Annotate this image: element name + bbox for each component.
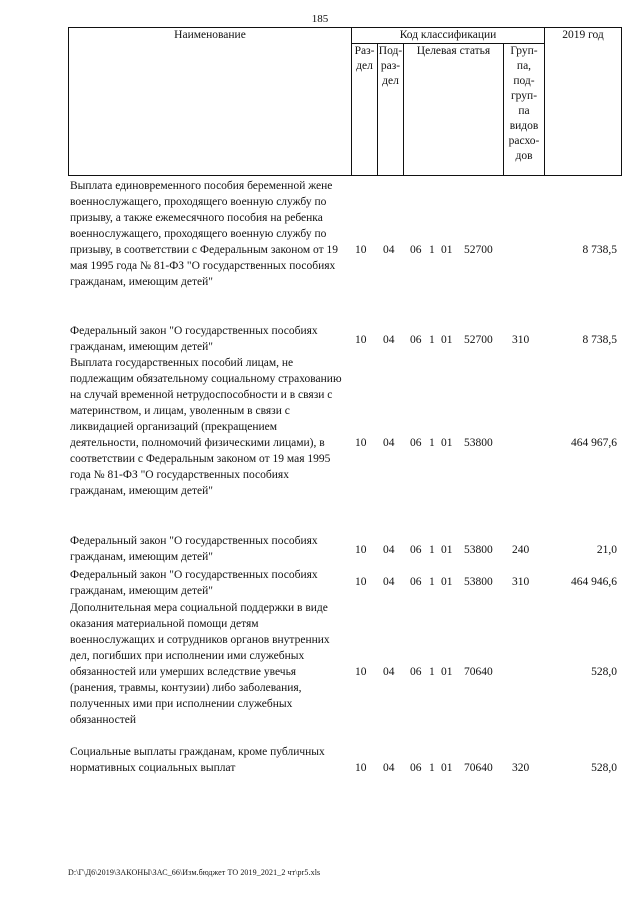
code-section: 10 xyxy=(355,762,367,774)
code-target-4: 53800 xyxy=(464,437,493,449)
row-name: Социальные выплаты гражданам, кроме публичных нормативных социальных выплат xyxy=(70,746,325,774)
code-target-1: 06 xyxy=(410,437,422,449)
code-subsection: 04 xyxy=(383,544,395,556)
row-name: Выплата государственных пособий лицам, не подлежащим обязательному социальному страхованию на случай временной нетрудоспособности и в связи с материнством, и лицам, уволенным в связи с ликвидацией организаций (прекращением деятельности, полномочий физическими лицами), в соответствии с Федеральным законом от 19 мая 1995 года № 81-ФЗ "О государственных пособиях гражданам, имеющим детей" xyxy=(70,357,342,497)
code-target-1: 06 xyxy=(410,334,422,346)
row-amount: 528,0 xyxy=(591,762,617,774)
code-group: 320 xyxy=(512,762,530,774)
row-amount: 464 967,6 xyxy=(571,437,617,449)
row-name: Федеральный закон "О государственных пособиях гражданам, имеющим детей" xyxy=(70,535,318,563)
code-target-3: 01 xyxy=(441,334,453,346)
row-name: Выплата единовременного пособия беременной жене военнослужащего, проходящего военную службу по призыву, а также ежемесячного пособия на ребенка военнослужащего, проходящего военную службу по призыву, в соответствии с Федеральным законом от 19 мая 1995 года № 81-ФЗ "О государственных пособиях гражданам, имеющим детей" xyxy=(70,180,339,288)
header-classification: Код классификации xyxy=(352,28,545,44)
code-subsection: 04 xyxy=(383,244,395,256)
row-amount: 8 738,5 xyxy=(582,334,617,346)
code-section: 10 xyxy=(355,437,367,449)
code-target-4: 52700 xyxy=(464,244,493,256)
code-target-3: 01 xyxy=(441,762,453,774)
code-target-1: 06 xyxy=(410,544,422,556)
code-target-4: 52700 xyxy=(464,334,493,346)
code-target-4: 53800 xyxy=(464,544,493,556)
code-group: 310 xyxy=(512,576,530,588)
code-target-2: 1 xyxy=(429,762,435,774)
code-group: 240 xyxy=(512,544,530,556)
code-target-4: 70640 xyxy=(464,666,493,678)
code-subsection: 04 xyxy=(383,437,395,449)
code-target-1: 06 xyxy=(410,762,422,774)
code-target-4: 70640 xyxy=(464,762,493,774)
row-amount: 528,0 xyxy=(591,666,617,678)
page-number: 185 xyxy=(311,13,329,25)
header-group: Груп- па, под- груп- па видов расхо- дов xyxy=(504,44,545,176)
code-target-1: 06 xyxy=(410,666,422,678)
header-subsection: Под- раз- дел xyxy=(378,44,404,176)
code-target-2: 1 xyxy=(429,666,435,678)
header-section: Раз- дел xyxy=(352,44,378,176)
row-amount: 8 738,5 xyxy=(582,244,617,256)
code-subsection: 04 xyxy=(383,762,395,774)
row-name: Дополнительная мера социальной поддержки в виде оказания материальной помощи детям военнослужащих и сотрудников органов внутренних дел, погибших при исполнении ими служебных обязанностей или умерших вследствие увечья (ранения, травмы, контузии) либо заболевания, полученных ими при исполнении служебных обязанностей xyxy=(70,602,330,726)
code-target-3: 01 xyxy=(441,666,453,678)
header-name: Наименование xyxy=(69,28,352,176)
code-target-2: 1 xyxy=(429,437,435,449)
code-target-2: 1 xyxy=(429,334,435,346)
row-amount: 464 946,6 xyxy=(571,576,617,588)
code-group: 310 xyxy=(512,334,530,346)
row-amount: 21,0 xyxy=(596,544,617,556)
code-target-3: 01 xyxy=(441,576,453,588)
footer-file-path: D:\Г\Д6\2019\ЗАКОНЫ\ЗАС_66\Изм.бюджет ТО 2019_2021_2 чт\pr5.xls xyxy=(68,868,321,877)
code-target-3: 01 xyxy=(441,437,453,449)
code-target-2: 1 xyxy=(429,244,435,256)
code-subsection: 04 xyxy=(383,576,395,588)
code-target-3: 01 xyxy=(441,244,453,256)
code-section: 10 xyxy=(355,576,367,588)
code-target-3: 01 xyxy=(441,544,453,556)
row-name: Федеральный закон "О государственных пособиях гражданам, имеющим детей" xyxy=(70,325,318,353)
code-target-1: 06 xyxy=(410,576,422,588)
code-section: 10 xyxy=(355,666,367,678)
header-year: 2019 год xyxy=(545,28,622,176)
code-target-4: 53800 xyxy=(464,576,493,588)
code-target-2: 1 xyxy=(429,544,435,556)
code-subsection: 04 xyxy=(383,334,395,346)
code-target-2: 1 xyxy=(429,576,435,588)
code-section: 10 xyxy=(355,544,367,556)
code-subsection: 04 xyxy=(383,666,395,678)
row-name: Федеральный закон "О государственных пособиях гражданам, имеющим детей" xyxy=(70,569,318,597)
code-section: 10 xyxy=(355,244,367,256)
header-target: Целевая статья xyxy=(404,44,504,176)
code-section: 10 xyxy=(355,334,367,346)
code-target-1: 06 xyxy=(410,244,422,256)
